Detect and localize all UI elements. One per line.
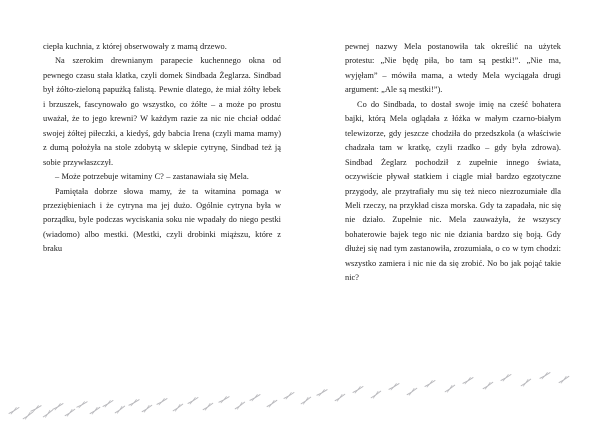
page-right [300, 0, 600, 424]
paragraph: Co do Sindbada, to dostał swoje imię na cześć bohatera bajki, którą Mela oglądała z łóżka w małym czarno-białym telewizorze, gdy jeszcze chodziła do przedszkola (a właściwie chadzała tam w kratkę, czyli rzadko – gdy była zdrowa). Sindbad Żeglarz pochodził z zupełnie innego świata, oczywiście pływał statkiem i ciągle miał bardzo egzotyczne przygody, ale przytrafiały mu się też nieco niezrozumiałe dla Meli rzeczy, na przykład cisza morska. Gdy ta zapadała, nic się nie działo. Zupełnie nic. Mela zauważyła, że wszyscy bohaterowie bajek tego nic nie dziania bardzo się boją. Gdy dłużej się nad tym zastanowiła, zrozumiała, o co w tym chodzi: wszystko zamiera i nic nie da się zrobić. No bo jak pojąć takie nic? [345, 99, 561, 283]
paragraph: pewnej nazwy Mela postanowiła tak określić na użytek protestu: „Nie będę piła, bo tam są pestki!”. „Nie ma, wyjęłam” – mówiła mama, a wtedy Mela wyciągała drugi argument: „Ale są mestki!”). [345, 42, 561, 95]
paragraph: Pamiętała dobrze słowa mamy, że ta witamina pomaga w przeziębieniach i że cytryna ma jej dużo. Ogólnie cytryna była w porządku, byle podczas wyciskania soku nie wpadały do niego pestki (wiadomo) albo mestki. (Mestki, czyli drobinki miąższu, które z braku [43, 186, 281, 254]
right-page-text-column [345, 40, 561, 286]
paragraph-dialogue: – Może potrzebuje witaminy C? – zastanawiała się Mela. [55, 172, 249, 182]
left-page-text-column [43, 40, 281, 257]
paragraph: ciepła kuchnia, z której obserwowały z mamą drzewo. [43, 42, 227, 51]
paragraph: Na szerokim drewnianym parapecie kuchennego okna od pewnego czasu stała klatka, czyli domek Sindbada Żeglarza. Sindbad był żółto-zieloną papużką falistą. Pewnie dlatego, że miał żółty łebek i brzuszek, fascynowało go wszystko, co żółte – a może po prostu uważał, że to jego krewni? W każdym razie za nic nie chciał oddać swojej żółtej piłeczki, a kiedyś, gdy babcia Irena (czyli mama mamy) z dumą położyła na stole zdobytą w sklepie cytrynę, Sindbad też ją sobie przywłaszczył. [43, 56, 281, 167]
